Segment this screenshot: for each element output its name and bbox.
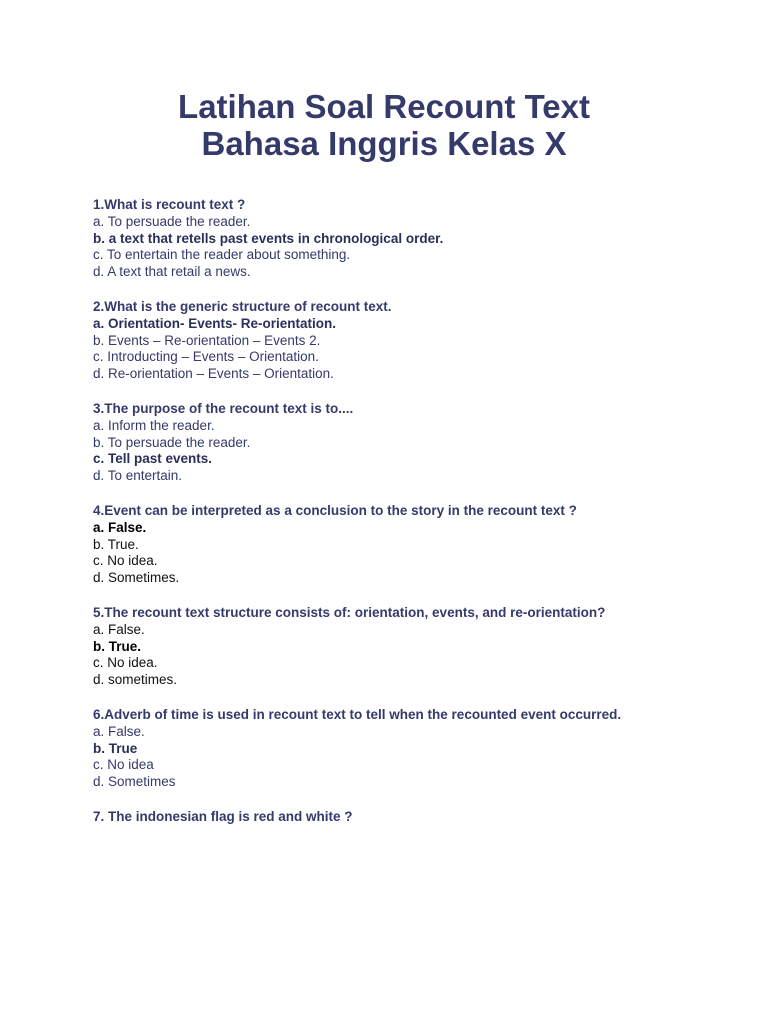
question-text: 5.The recount text structure consists of: orientation, events, and re-orientation? [93,604,606,620]
option-c: c. No idea [93,757,154,773]
option-a: a. False. [93,723,145,739]
option-a: a. Inform the reader. [93,417,215,433]
option-b: b. Events – Re-orientation – Events 2. [93,332,321,348]
page-title [0,88,768,162]
option-d: d. A text that retail a news. [93,264,251,280]
question-text: 6.Adverb of time is used in recount text to tell when the recounted event occurred. [93,706,622,722]
question-text: 7. The indonesian flag is red and white ? [93,808,353,824]
option-b: b. True. [93,536,139,552]
option-b-answer: b. True. [93,638,142,654]
option-b: b. To persuade the reader. [93,434,251,450]
option-c: c. Introducting – Events – Orientation. [93,349,319,365]
option-c: c. No idea. [93,655,158,671]
title-line-1: Latihan Soal Recount Text [178,88,590,125]
option-a-answer: a. False. [93,519,147,535]
question-6 [93,707,653,791]
option-b-answer: b. a text that retells past events in chronological order. [93,230,444,246]
question-1 [93,197,653,281]
option-a-answer: a. Orientation- Events- Re-orientation. [93,315,337,331]
option-d: d. Re-orientation – Events – Orientation. [93,366,334,382]
question-4 [93,503,653,587]
question-3 [93,401,653,485]
option-d: d. To entertain. [93,468,183,484]
question-text: 3.The purpose of the recount text is to.... [93,400,354,416]
question-7 [93,809,653,826]
question-text: 2.What is the generic structure of recount text. [93,298,392,314]
question-2 [93,299,653,383]
option-c: c. No idea. [93,553,158,569]
question-list [93,197,653,844]
option-c-answer: c. Tell past events. [93,451,213,467]
question-text: 1.What is recount text ? [93,197,246,212]
option-d: d. Sometimes. [93,570,180,586]
option-b-answer: b. True [93,740,138,756]
option-d: d. Sometimes [93,774,176,790]
question-text: 4.Event can be interpreted as a conclusion to the story in the recount text ? [93,502,577,518]
option-d: d. sometimes. [93,672,178,688]
option-c: c. To entertain the reader about something. [93,247,351,263]
question-5 [93,605,653,689]
option-a: a. To persuade the reader. [93,213,251,229]
option-a: a. False. [93,621,145,637]
title-line-2: Bahasa Inggris Kelas X [201,125,567,162]
